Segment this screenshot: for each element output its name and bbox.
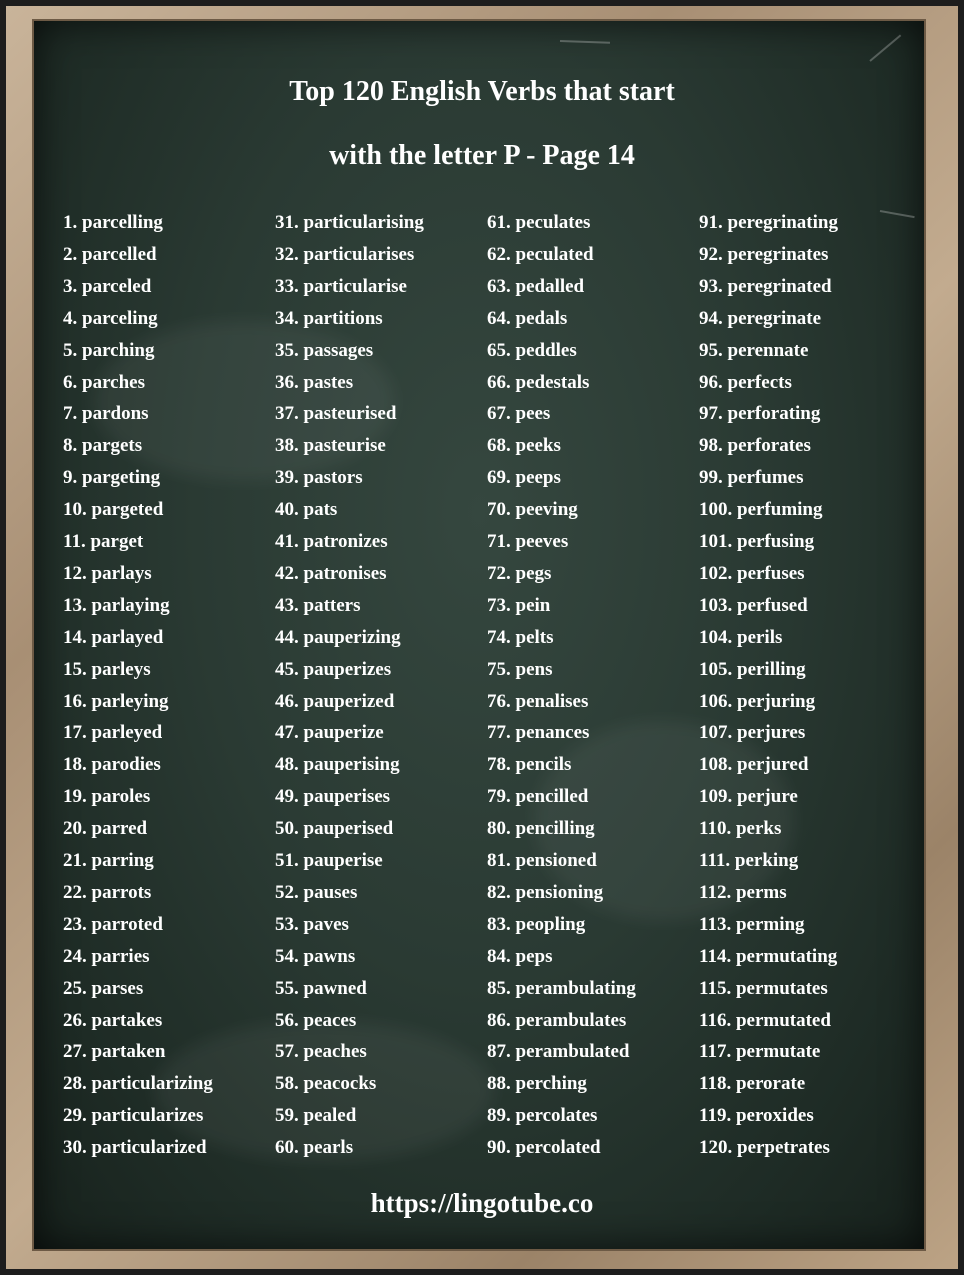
verb-item: 25. parses bbox=[63, 978, 144, 999]
verb-item: 6. parches bbox=[63, 372, 145, 393]
verb-item: 69. peeps bbox=[487, 467, 561, 488]
verb-item: 91. peregrinating bbox=[699, 212, 838, 233]
verb-item: 77. penances bbox=[487, 722, 590, 743]
verb-item: 20. parred bbox=[63, 818, 148, 839]
verb-item: 9. pargeting bbox=[63, 467, 161, 488]
verb-item: 50. pauperised bbox=[275, 818, 394, 839]
verb-item: 27. partaken bbox=[63, 1041, 166, 1062]
verb-item: 37. pasteurised bbox=[275, 403, 397, 424]
verb-item: 29. particularizes bbox=[63, 1105, 204, 1126]
verb-item: 46. pauperized bbox=[275, 691, 395, 712]
verb-item: 47. pauperize bbox=[275, 722, 384, 743]
verb-item: 114. permutating bbox=[699, 946, 838, 967]
verb-item: 1. parcelling bbox=[63, 212, 163, 233]
page-title-line-2: with the letter P - Page 14 bbox=[329, 140, 635, 171]
verb-item: 21. parring bbox=[63, 850, 154, 871]
verb-item: 23. parroted bbox=[63, 914, 163, 935]
verb-item: 73. pein bbox=[487, 595, 551, 616]
verb-item: 55. pawned bbox=[275, 978, 367, 999]
verb-item: 116. permutated bbox=[699, 1010, 831, 1031]
verb-item: 67. pees bbox=[487, 403, 551, 424]
verb-item: 115. permutates bbox=[699, 978, 828, 999]
verb-item: 49. pauperises bbox=[275, 786, 391, 807]
verb-item: 33. particularise bbox=[275, 276, 407, 297]
verb-item: 34. partitions bbox=[275, 308, 383, 329]
verb-item: 99. perfumes bbox=[699, 467, 804, 488]
verb-item: 98. perforates bbox=[699, 435, 811, 456]
verb-item: 79. pencilled bbox=[487, 786, 589, 807]
verb-item: 95. perennate bbox=[699, 340, 809, 361]
verb-item: 80. pencilling bbox=[487, 818, 595, 839]
verb-item: 48. pauperising bbox=[275, 754, 400, 775]
verb-item: 97. perforating bbox=[699, 403, 821, 424]
verb-item: 60. pearls bbox=[275, 1137, 354, 1158]
verb-item: 5. parching bbox=[63, 340, 155, 361]
verb-item: 57. peaches bbox=[275, 1041, 367, 1062]
verb-item: 45. pauperizes bbox=[275, 659, 392, 680]
verb-item: 107. perjures bbox=[699, 722, 806, 743]
verb-item: 3. parceled bbox=[63, 276, 152, 297]
verb-item: 4. parceling bbox=[63, 308, 158, 329]
verb-item: 118. perorate bbox=[699, 1073, 806, 1094]
verb-item: 59. pealed bbox=[275, 1105, 357, 1126]
verb-item: 14. parlayed bbox=[63, 627, 164, 648]
verb-item: 2. parcelled bbox=[63, 244, 157, 265]
verb-item: 101. perfusing bbox=[699, 531, 815, 552]
verb-item: 44. pauperizing bbox=[275, 627, 401, 648]
verb-item: 119. peroxides bbox=[699, 1105, 814, 1126]
verb-item: 96. perfects bbox=[699, 372, 792, 393]
verb-item: 89. percolates bbox=[487, 1105, 598, 1126]
verb-item: 63. pedalled bbox=[487, 276, 585, 297]
verb-item: 52. pauses bbox=[275, 882, 358, 903]
verb-item: 100. perfuming bbox=[699, 499, 823, 520]
verb-item: 74. pelts bbox=[487, 627, 554, 648]
verb-item: 88. perching bbox=[487, 1073, 587, 1094]
footer-url[interactable]: https://lingotube.co bbox=[370, 1188, 594, 1218]
verb-item: 111. perking bbox=[699, 850, 799, 871]
verb-item: 102. perfuses bbox=[699, 563, 805, 584]
verb-item: 15. parleys bbox=[63, 659, 151, 680]
verb-item: 82. pensioning bbox=[487, 882, 604, 903]
verb-item: 58. peacocks bbox=[275, 1073, 377, 1094]
verb-item: 8. pargets bbox=[63, 435, 143, 456]
verb-item: 108. perjured bbox=[699, 754, 809, 775]
verb-item: 75. pens bbox=[487, 659, 553, 680]
verb-item: 11. parget bbox=[63, 531, 144, 552]
verb-item: 19. paroles bbox=[63, 786, 151, 807]
verb-item: 30. particularized bbox=[63, 1137, 207, 1158]
page-title-line-1: Top 120 English Verbs that start bbox=[289, 76, 675, 107]
verb-item: 65. peddles bbox=[487, 340, 577, 361]
verb-item: 54. pawns bbox=[275, 946, 356, 967]
verb-item: 105. perilling bbox=[699, 659, 806, 680]
verb-item: 106. perjuring bbox=[699, 691, 816, 712]
verb-item: 71. peeves bbox=[487, 531, 569, 552]
verb-item: 104. perils bbox=[699, 627, 783, 648]
verb-item: 92. peregrinates bbox=[699, 244, 829, 265]
verb-item: 12. parlays bbox=[63, 563, 152, 584]
chalkboard bbox=[34, 21, 924, 1249]
verb-item: 16. parleying bbox=[63, 691, 169, 712]
verb-item: 103. perfused bbox=[699, 595, 808, 616]
verb-item: 70. peeving bbox=[487, 499, 578, 520]
verb-item: 22. parrots bbox=[63, 882, 152, 903]
verb-item: 113. perming bbox=[699, 914, 805, 935]
verb-item: 56. peaces bbox=[275, 1010, 357, 1031]
verb-item: 62. peculated bbox=[487, 244, 594, 265]
verb-item: 41. patronizes bbox=[275, 531, 388, 552]
verb-item: 40. pats bbox=[275, 499, 338, 520]
verb-item: 86. perambulates bbox=[487, 1010, 627, 1031]
verb-item: 87. perambulated bbox=[487, 1041, 630, 1062]
verb-item: 39. pastors bbox=[275, 467, 363, 488]
verb-item: 13. parlaying bbox=[63, 595, 170, 616]
verb-item: 110. perks bbox=[699, 818, 782, 839]
verb-item: 84. peps bbox=[487, 946, 553, 967]
verb-item: 61. peculates bbox=[487, 212, 591, 233]
verb-item: 51. pauperise bbox=[275, 850, 383, 871]
verb-item: 24. parries bbox=[63, 946, 150, 967]
verb-item: 81. pensioned bbox=[487, 850, 597, 871]
verb-item: 94. peregrinate bbox=[699, 308, 822, 329]
verb-item: 117. permutate bbox=[699, 1041, 821, 1062]
verb-item: 83. peopling bbox=[487, 914, 586, 935]
verb-item: 78. pencils bbox=[487, 754, 572, 775]
verb-item: 85. perambulating bbox=[487, 978, 636, 999]
verb-item: 28. particularizing bbox=[63, 1073, 213, 1094]
verb-item: 66. pedestals bbox=[487, 372, 590, 393]
verb-item: 26. partakes bbox=[63, 1010, 163, 1031]
verb-item: 53. paves bbox=[275, 914, 349, 935]
verb-item: 42. patronises bbox=[275, 563, 387, 584]
verb-item: 112. perms bbox=[699, 882, 787, 903]
verb-item: 90. percolated bbox=[487, 1137, 601, 1158]
verb-item: 18. parodies bbox=[63, 754, 161, 775]
verb-item: 109. perjure bbox=[699, 786, 798, 807]
verb-item: 7. pardons bbox=[63, 403, 149, 424]
verb-item: 31. particularising bbox=[275, 212, 424, 233]
verb-item: 32. particularises bbox=[275, 244, 415, 265]
verb-item: 72. pegs bbox=[487, 563, 552, 584]
verb-item: 68. peeks bbox=[487, 435, 561, 456]
verb-item: 10. pargeted bbox=[63, 499, 164, 520]
verb-item: 38. pasteurise bbox=[275, 435, 386, 456]
verb-item: 76. penalises bbox=[487, 691, 589, 712]
verb-item: 93. peregrinated bbox=[699, 276, 832, 297]
verb-item: 120. perpetrates bbox=[699, 1137, 830, 1158]
verb-item: 43. patters bbox=[275, 595, 361, 616]
verb-item: 64. pedals bbox=[487, 308, 568, 329]
verb-item: 35. passages bbox=[275, 340, 374, 361]
verb-item: 17. parleyed bbox=[63, 722, 163, 743]
verb-item: 36. pastes bbox=[275, 372, 354, 393]
